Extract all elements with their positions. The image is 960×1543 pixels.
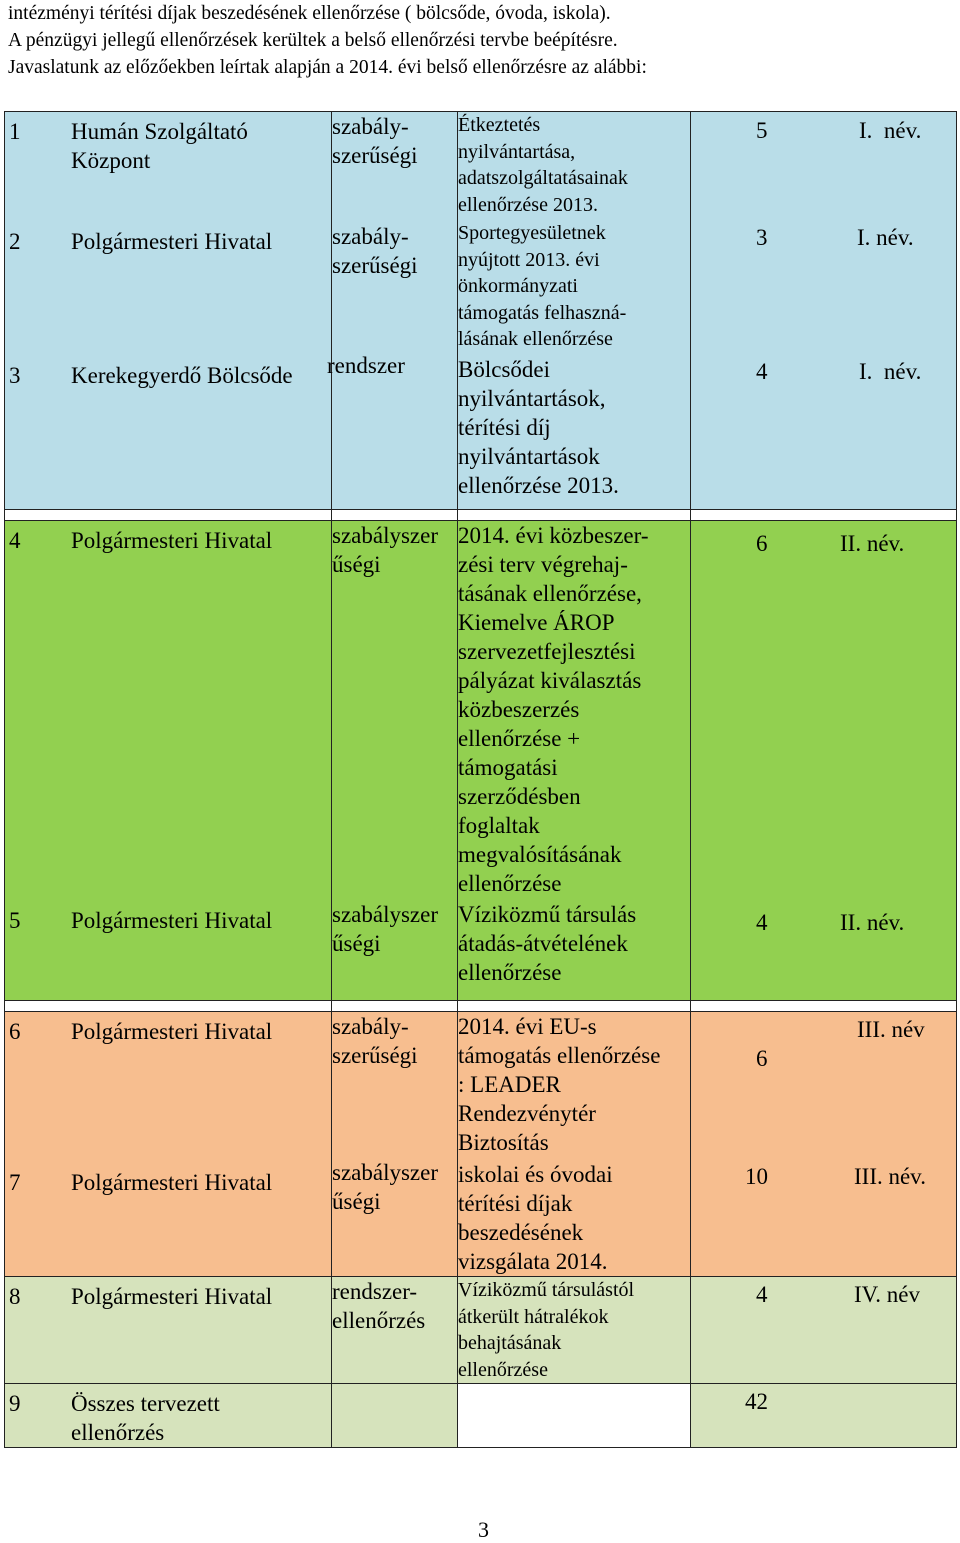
audit-period: III. név. [854,1164,926,1189]
audit-type: szabályszer űségi [332,1160,438,1214]
table-row-group-3 [5,1012,957,1277]
audit-type: szabály- szerűségi [332,114,418,168]
audit-type: szabály- szerűségi [332,1014,418,1068]
unit-cell [5,112,332,510]
audit-description: Sportegyesületnek nyújtott 2013. évi önkormányzati támogatás felhaszná- lásának ellenőrzése [458,222,627,350]
unit-name: Kerekegyerdő Bölcsőde [71,363,293,388]
audit-period: I. név. [859,359,922,384]
description-cell [458,1012,691,1277]
type-cell [327,112,458,510]
intro-paragraph [8,0,953,81]
row-number: 5 [9,908,21,933]
table-row-group-1 [5,112,957,510]
unit-name: Polgármesteri Hivatal [71,1019,273,1044]
audit-type: rendszer- ellenőrzés [332,1279,426,1333]
audit-description: Víziközmű társulás átadás-átvételének ellenőrzése [458,902,637,985]
unit-name: Polgármesteri Hivatal [71,1284,273,1309]
unit-name: Humán Szolgáltató Központ [71,119,248,173]
unit-name: Polgármesteri Hivatal [71,908,273,933]
table-row-group-2 [5,521,957,1001]
unit-name: Összes tervezett ellenőrzés [71,1391,220,1445]
unit-cell [5,1012,332,1277]
type-cell [332,1384,458,1448]
type-cell [332,521,458,1001]
audit-period: III. név [857,1017,925,1042]
row-number: 9 [9,1391,21,1416]
audit-description: 2014. évi EU-s támogatás ellenőrzése : LEADER Rendezvénytér Biztosítás [458,1014,661,1155]
audit-days: 6 [756,1046,768,1071]
audit-days: 10 [745,1164,768,1189]
intro-line: intézményi térítési díjak beszedésének ellenőrzése ( bölcsőde, óvoda, iskola). [8,3,611,24]
audit-days: 4 [756,1282,768,1307]
row-number: 7 [9,1170,21,1195]
audit-type: szabály- szerűségi [332,224,418,278]
audit-description: Víziközmű társulástól átkerült hátralékok behajtásának ellenőrzése [458,1279,635,1381]
row-number: 3 [9,363,21,388]
unit-cell [5,1384,332,1448]
row-number: 6 [9,1019,21,1044]
audit-type: szabályszer űségi [332,902,438,956]
description-cell [458,112,691,510]
audit-days: 4 [756,359,768,384]
table-separator [5,1001,957,1012]
audit-description: Étkeztetés nyilvántartása, adatszolgáltatásainak ellenőrzése 2013. [458,114,628,216]
audit-days-total: 42 [745,1389,768,1414]
schedule-cell [691,1012,957,1277]
row-number: 1 [9,119,21,144]
audit-period: II. név. [840,531,905,556]
audit-type: rendszer [327,353,405,378]
audit-period: IV. név [854,1282,921,1307]
table-separator [5,510,957,521]
audit-description: iskolai és óvodai térítési díjak beszedésének vizsgálata 2014. [458,1162,613,1274]
audit-days: 4 [756,910,768,935]
audit-description: 2014. évi közbeszer- zési terv végrehaj- tásának ellenőrzése, Kiemelve ÁROP szervezetfejlesztési pályázat kiválasztás közbeszerzés ellenőrzése + támogatási szerződésben foglaltak megvalósításának ellenőrzése [458,523,649,896]
audit-days: 6 [756,531,768,556]
audit-period: II. név. [840,910,905,935]
unit-name: Polgármesteri Hivatal [71,528,273,553]
row-number: 8 [9,1284,21,1309]
intro-line: Javaslatunk az előzőekben leírtak alapján a 2014. évi belső ellenőrzésre az alábbi: [8,57,647,78]
description-cell [458,1277,691,1384]
page-number: 3 [478,1517,489,1542]
type-cell [332,1277,458,1384]
audit-days: 3 [756,225,768,250]
table-row [5,1277,957,1384]
audit-plan-table [4,111,957,1448]
schedule-cell [691,112,957,510]
intro-line: A pénzügyi jellegű ellenőrzések kerültek a belső ellenőrzési tervbe beépítésre. [8,30,618,51]
schedule-cell [691,1384,957,1448]
row-number: 2 [9,229,21,254]
row-number: 4 [9,528,21,553]
audit-days: 5 [756,118,768,143]
description-cell [458,521,691,1001]
audit-period: I. név. [859,118,922,143]
schedule-cell [691,1277,957,1384]
unit-cell [5,1277,332,1384]
schedule-cell [691,521,957,1001]
audit-description: Bölcsődei nyilvántartások, térítési díj nyilvántartások ellenőrzése 2013. [458,357,619,498]
unit-name: Polgármesteri Hivatal [71,229,273,254]
unit-name: Polgármesteri Hivatal [71,1170,273,1195]
table-row-total [5,1384,957,1448]
unit-cell [5,521,332,1001]
type-cell [332,1012,458,1277]
description-cell [458,1384,691,1448]
audit-period: I. név. [857,225,914,250]
audit-type: szabályszer űségi [332,523,438,577]
